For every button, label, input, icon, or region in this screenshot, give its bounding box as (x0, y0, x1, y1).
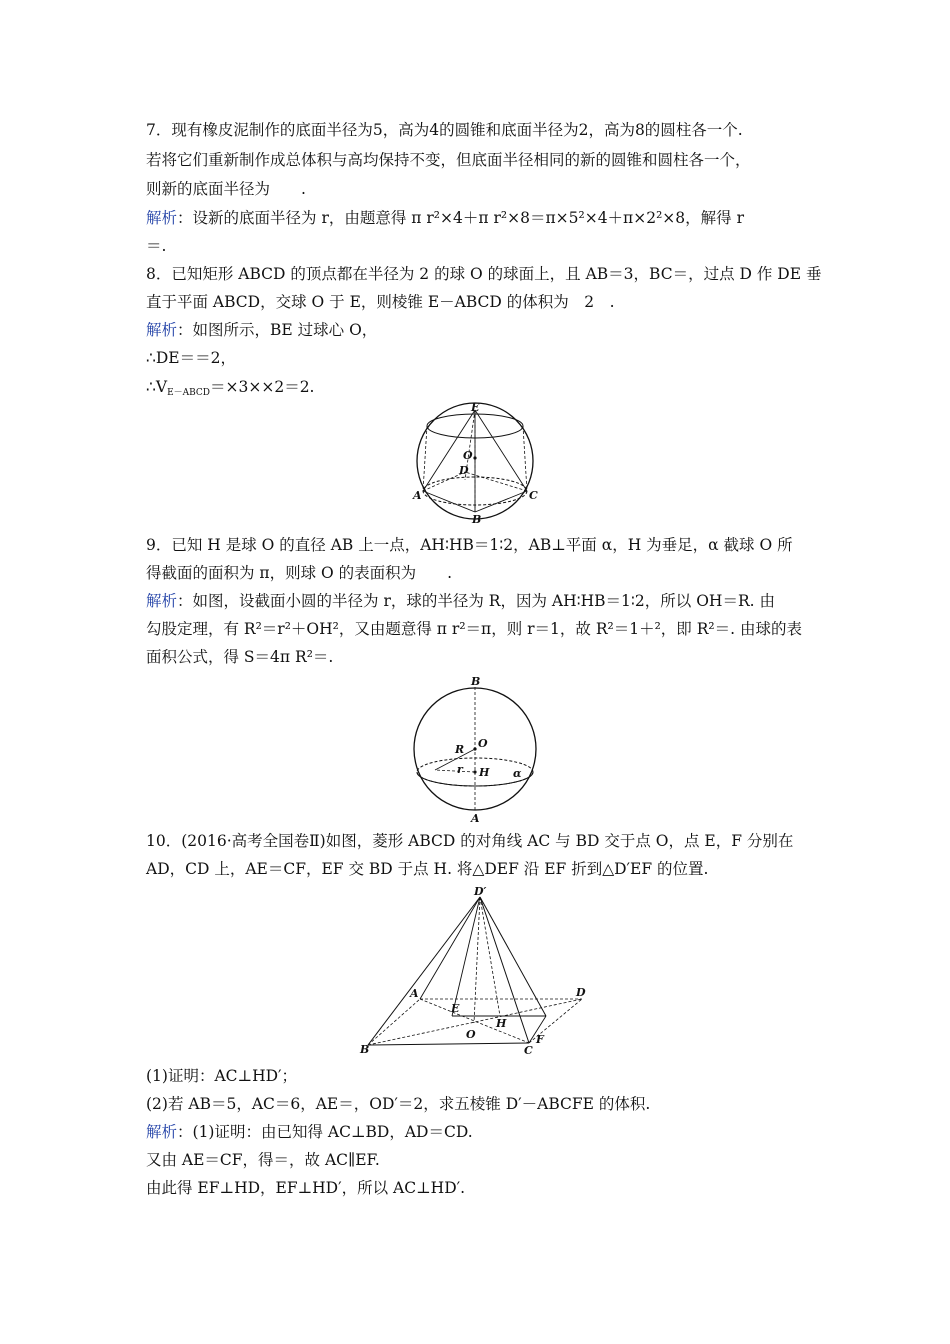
q9-solution-text: ：如图，设截面小圆的半径为 r，球的半径为 R，因为 AH∶HB＝1∶2，所以 OH＝R. 由 (177, 592, 775, 610)
label-O: O (466, 1028, 476, 1041)
q8-volume-symbol: ∴V (146, 378, 168, 396)
q7-line-1: 7．现有橡皮泥制作的底面半径为5，高为4的圆锥和底面半径为2，高为8的圆柱各一个. (146, 121, 743, 139)
label-B: B (472, 513, 482, 526)
q7-solution-line-2: ＝. (146, 237, 167, 255)
q8-line-4: ∴DE＝＝2， (146, 349, 236, 367)
q9-solution-line-1 (146, 591, 775, 611)
label-B: B (360, 1043, 370, 1056)
q8-line-5 (146, 377, 315, 397)
label-A: A (410, 987, 419, 1000)
solution-label: 解析 (146, 1123, 178, 1141)
label-F: F (536, 1033, 544, 1046)
q7-solution-line-1 (146, 208, 744, 228)
q10-line-5: 由此得 EF⊥HD，EF⊥HD′，所以 AC⊥HD′. (146, 1179, 466, 1197)
label-H: H (496, 1017, 507, 1030)
q7-line-2: 若将它们重新制作成总体积与高均保持不变，但底面半径相同的新的圆锥和圆柱各一个， (146, 151, 751, 169)
q10-part-1: (1)证明：AC⊥HD′； (146, 1067, 298, 1085)
q10-solution-text: ：(1)证明：由已知得 AC⊥BD，AD＝CD. (177, 1123, 473, 1141)
q8-solution-text: ：如图所示，BE 过球心 O， (177, 321, 378, 339)
q7-solution-text: ：设新的底面半径为 r，由题意得 π r²×4＋π r²×8＝π×5²×4＋π×2²×8，解得 r (177, 209, 744, 227)
q10-line-2: AD，CD 上，AE＝CF，EF 交 BD 于点 H. 将△DEF 沿 EF 折到△D′EF 的位置. (146, 860, 709, 878)
label-D: D (576, 986, 586, 999)
label-C: C (529, 489, 538, 502)
q8-line-2: 直于平面 ABCD，交球 O 于 E，则棱锥 E－ABCD 的体积为 2 . (146, 293, 615, 311)
q8-line-1: 8．已知矩形 ABCD 的顶点都在半径为 2 的球 O 的球面上，且 AB＝3，BC＝，过点 D 作 DE 垂 (146, 265, 822, 283)
q9-line-4: 勾股定理，有 R²＝r²＋OH²，又由题意得 π r²＝π，则 r＝1，故 R²＝1＋²，即 R²＝. 由球的表 (146, 620, 802, 638)
solution-label: 解析 (146, 592, 178, 610)
label-H: H (479, 766, 490, 779)
q10-pyramid-figure (356, 883, 592, 1058)
solution-label: 解析 (146, 209, 178, 227)
solution-label: 解析 (146, 321, 178, 339)
q8-volume-value: ＝×3××2＝2. (210, 378, 315, 396)
label-A: A (471, 812, 480, 823)
label-C: C (524, 1044, 533, 1057)
label-R: R (455, 743, 465, 756)
q9-line-2: 得截面的面积为 π，则球 O 的表面积为 . (146, 564, 453, 582)
q9-line-1: 9．已知 H 是球 O 的直径 AB 上一点，AH∶HB＝1∶2，AB⊥平面 α，H 为垂足，α 截球 O 所 (146, 536, 793, 554)
q10-line-4: 又由 AE＝CF，得＝，故 AC∥EF. (146, 1151, 380, 1169)
q8-sphere-figure (405, 400, 545, 526)
label-E: E (451, 1002, 460, 1015)
label-r: r (457, 763, 463, 776)
q8-volume-subscript: E－ABCD (167, 388, 211, 398)
label-alpha: α (513, 767, 522, 780)
label-B: B (471, 675, 481, 688)
label-O: O (463, 449, 473, 462)
label-D-prime: D′ (474, 885, 487, 898)
label-A: A (413, 489, 422, 502)
label-O: O (478, 737, 488, 750)
q9-sphere-figure (405, 673, 545, 823)
q8-solution-line-1 (146, 320, 377, 340)
q10-part-2: (2)若 AB＝5，AC＝6，AE＝，OD′＝2，求五棱锥 D′－ABCFE 的体积. (146, 1095, 651, 1113)
q9-line-5: 面积公式，得 S＝4π R²＝. (146, 648, 334, 666)
q7-line-3: 则新的底面半径为 . (146, 180, 306, 198)
q10-line-1: 10．(2016·高考全国卷Ⅱ)如图，菱形 ABCD 的对角线 AC 与 BD 交于点 O，点 E，F 分别在 (146, 832, 794, 850)
q10-solution-line-1 (146, 1122, 473, 1142)
label-E: E (471, 401, 480, 414)
label-D: D (459, 464, 469, 477)
